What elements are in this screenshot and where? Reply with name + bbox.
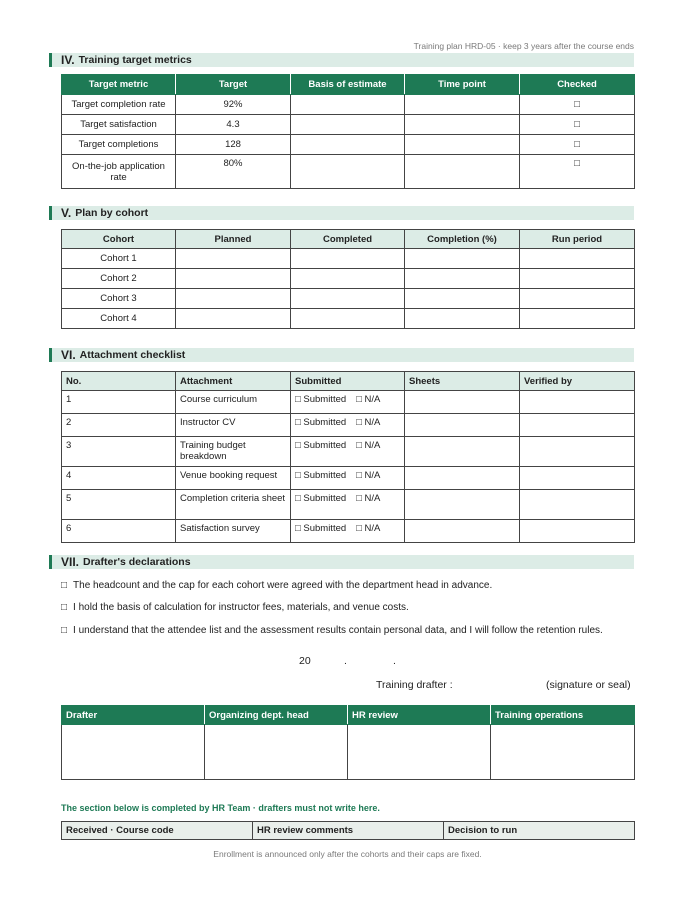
section-title: Attachment checklist — [79, 349, 186, 361]
basis-cell[interactable] — [291, 95, 405, 115]
metric-target: 80% — [176, 155, 291, 189]
footer-note: Enrollment is announced only after the cohorts and their caps are fixed. — [213, 849, 482, 859]
table-row — [62, 269, 635, 289]
attachment-number: 5 — [62, 490, 176, 520]
cohort-name: Cohort 2 — [62, 269, 176, 289]
table-header-row — [62, 230, 635, 249]
signature-row — [62, 725, 635, 780]
basis-cell[interactable] — [291, 115, 405, 135]
column-header: No. — [62, 372, 176, 391]
submitted-checkbox[interactable]: □ Submitted — [295, 523, 347, 534]
na-checkbox[interactable]: □ N/A — [356, 394, 381, 405]
target-metrics-table — [61, 74, 635, 189]
attachment-name: Training budget breakdown — [176, 437, 291, 467]
submitted-checkbox[interactable]: □ Submitted — [295, 394, 347, 405]
column-header: Planned — [176, 230, 291, 249]
attachment-checklist-table — [61, 371, 635, 543]
attachment-name: Completion criteria sheet — [176, 490, 291, 520]
submitted-checkbox[interactable]: □ Submitted — [295, 493, 347, 504]
metric-name: On-the-job application rate — [62, 155, 176, 189]
column-header: Target metric — [62, 75, 176, 95]
declaration-text: I hold the basis of calculation for instructor fees, materials, and venue costs. — [73, 602, 409, 613]
section-number: V. — [61, 206, 72, 220]
planned-cell[interactable] — [176, 269, 291, 289]
section-title: Training target metrics — [78, 54, 192, 66]
declaration-text: I understand that the attendee list and the assessment results contain personal data, and I will follow the retention rules. — [73, 625, 603, 636]
section-marker — [49, 348, 52, 362]
column-header: Training operations — [491, 706, 635, 725]
table-header-row — [62, 706, 635, 725]
declaration-item — [61, 625, 603, 636]
approval-signature-table — [61, 705, 635, 780]
hr-use-table — [61, 821, 635, 840]
table-row — [62, 520, 635, 543]
verified-by-cell[interactable] — [520, 414, 635, 437]
completed-cell[interactable] — [291, 309, 405, 329]
table-row — [62, 490, 635, 520]
section-number: IV. — [61, 53, 75, 67]
na-checkbox[interactable]: □ N/A — [356, 417, 381, 428]
training-drafter-label: Training drafter : — [376, 679, 453, 691]
checked-checkbox[interactable]: □ — [520, 95, 635, 115]
section-title: Plan by cohort — [75, 207, 149, 219]
verified-by-cell[interactable] — [520, 520, 635, 543]
time-point-cell[interactable] — [405, 95, 520, 115]
time-point-cell[interactable] — [405, 135, 520, 155]
time-point-cell[interactable] — [405, 155, 520, 189]
section-marker — [49, 53, 52, 67]
declaration-checkbox[interactable]: □ — [61, 580, 68, 591]
declaration-text: The headcount and the cap for each cohort were agreed with the department head in advance. — [73, 580, 493, 591]
table-header-row — [62, 822, 635, 840]
signature-box-training-operations[interactable] — [491, 725, 635, 780]
signature-box-hr-review[interactable] — [348, 725, 491, 780]
attachment-name: Instructor CV — [176, 414, 291, 437]
column-header: Cohort — [62, 230, 176, 249]
declaration-checkbox[interactable]: □ — [61, 625, 68, 636]
column-header: Checked — [520, 75, 635, 95]
na-checkbox[interactable]: □ N/A — [356, 440, 381, 451]
completed-cell[interactable] — [291, 249, 405, 269]
submitted-checkbox[interactable]: □ Submitted — [295, 417, 347, 428]
planned-cell[interactable] — [176, 309, 291, 329]
column-header: Run period — [520, 230, 635, 249]
column-header: Completion (%) — [405, 230, 520, 249]
table-row — [62, 95, 635, 115]
date-year: 20 — [299, 655, 311, 667]
column-header: Attachment — [176, 372, 291, 391]
cohort-name: Cohort 1 — [62, 249, 176, 269]
table-row — [62, 414, 635, 437]
completion-cell[interactable] — [405, 289, 520, 309]
declaration-item — [61, 580, 492, 591]
attachment-name: Venue booking request — [176, 467, 291, 490]
section-heading-attachment-checklist — [49, 348, 634, 362]
time-point-cell[interactable] — [405, 115, 520, 135]
section-number: VII. — [61, 555, 80, 569]
column-header: Time point — [405, 75, 520, 95]
completion-cell[interactable] — [405, 309, 520, 329]
table-header-row — [62, 75, 635, 95]
submitted-options — [291, 467, 405, 490]
table-row — [62, 289, 635, 309]
column-header: Received · Course code — [62, 822, 253, 840]
planned-cell[interactable] — [176, 289, 291, 309]
table-row — [62, 391, 635, 414]
section-heading-declarations — [49, 555, 634, 569]
column-header: Sheets — [405, 372, 520, 391]
date-separator: . — [344, 655, 347, 667]
run-period-cell[interactable] — [520, 269, 635, 289]
section-marker — [49, 206, 52, 220]
declaration-item — [61, 602, 409, 613]
metric-name: Target completion rate — [62, 95, 176, 115]
na-checkbox[interactable]: □ N/A — [356, 493, 381, 504]
column-header: Organizing dept. head — [205, 706, 348, 725]
table-header-row — [62, 372, 635, 391]
sheets-cell[interactable] — [405, 391, 520, 414]
column-header: Drafter — [62, 706, 205, 725]
checked-checkbox[interactable]: □ — [520, 115, 635, 135]
header-note: Training plan HRD-05 · keep 3 years after the course ends — [413, 41, 634, 51]
table-row — [62, 467, 635, 490]
column-header: Decision to run — [444, 822, 635, 840]
sheets-cell[interactable] — [405, 520, 520, 543]
metric-target: 92% — [176, 95, 291, 115]
attachment-number: 3 — [62, 437, 176, 467]
sheets-cell[interactable] — [405, 414, 520, 437]
signature-box-drafter[interactable] — [62, 725, 205, 780]
submitted-checkbox[interactable]: □ Submitted — [295, 440, 347, 451]
attachment-number: 4 — [62, 467, 176, 490]
attachment-number: 6 — [62, 520, 176, 543]
basis-cell[interactable] — [291, 155, 405, 189]
section-heading-plan-by-cohort — [49, 206, 634, 220]
completion-cell[interactable] — [405, 269, 520, 289]
cohort-name: Cohort 4 — [62, 309, 176, 329]
cohort-name: Cohort 3 — [62, 289, 176, 309]
section-title: Drafter's declarations — [83, 556, 191, 568]
table-row — [62, 249, 635, 269]
na-checkbox[interactable]: □ N/A — [356, 523, 381, 534]
table-row — [62, 115, 635, 135]
attachment-number: 2 — [62, 414, 176, 437]
column-header: Verified by — [520, 372, 635, 391]
submitted-options — [291, 437, 405, 467]
column-header: Basis of estimate — [291, 75, 405, 95]
sheets-cell[interactable] — [405, 437, 520, 467]
metric-target: 128 — [176, 135, 291, 155]
sheets-cell[interactable] — [405, 467, 520, 490]
submitted-options — [291, 520, 405, 543]
run-period-cell[interactable] — [520, 289, 635, 309]
table-row — [62, 135, 635, 155]
date-separator: . — [393, 655, 396, 667]
table-row — [62, 155, 635, 189]
checked-checkbox[interactable]: □ — [520, 155, 635, 189]
column-header: Target — [176, 75, 291, 95]
signature-box-dept-head[interactable] — [205, 725, 348, 780]
column-header: HR review comments — [253, 822, 444, 840]
sheets-cell[interactable] — [405, 490, 520, 520]
section-number: VI. — [61, 348, 76, 362]
metric-name: Target completions — [62, 135, 176, 155]
table-row — [62, 437, 635, 467]
basis-cell[interactable] — [291, 135, 405, 155]
submitted-options — [291, 414, 405, 437]
attachment-name: Satisfaction survey — [176, 520, 291, 543]
submitted-checkbox[interactable]: □ Submitted — [295, 470, 347, 481]
run-period-cell[interactable] — [520, 309, 635, 329]
completion-cell[interactable] — [405, 249, 520, 269]
section-heading-training-targets — [49, 53, 634, 67]
submitted-options — [291, 391, 405, 414]
run-period-cell[interactable] — [520, 249, 635, 269]
section-marker — [49, 555, 52, 569]
metric-name: Target satisfaction — [62, 115, 176, 135]
na-checkbox[interactable]: □ N/A — [356, 470, 381, 481]
verified-by-cell[interactable] — [520, 391, 635, 414]
column-header: HR review — [348, 706, 491, 725]
verified-by-cell[interactable] — [520, 467, 635, 490]
verified-by-cell[interactable] — [520, 437, 635, 467]
metric-target: 4.3 — [176, 115, 291, 135]
signature-label: (signature or seal) — [546, 679, 631, 691]
planned-cell[interactable] — [176, 249, 291, 269]
verified-by-cell[interactable] — [520, 490, 635, 520]
hr-only-note: The section below is completed by HR Team · drafters must not write here. — [61, 803, 380, 813]
declaration-checkbox[interactable]: □ — [61, 602, 68, 613]
column-header: Submitted — [291, 372, 405, 391]
attachment-name: Course curriculum — [176, 391, 291, 414]
attachment-number: 1 — [62, 391, 176, 414]
column-header: Completed — [291, 230, 405, 249]
cohort-plan-table — [61, 229, 635, 329]
completed-cell[interactable] — [291, 269, 405, 289]
table-row — [62, 309, 635, 329]
submitted-options — [291, 490, 405, 520]
checked-checkbox[interactable]: □ — [520, 135, 635, 155]
completed-cell[interactable] — [291, 289, 405, 309]
